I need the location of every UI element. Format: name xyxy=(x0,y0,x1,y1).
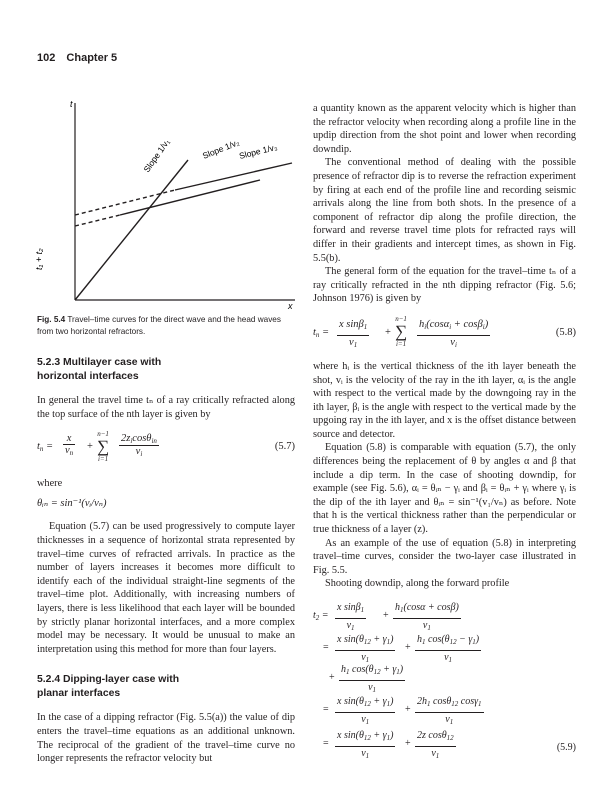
left-paragraph-3: In the case of a dipping refractor (Fig. 5.5(a)) the value of dip enters the travel–time equations as an additional unknown. The reciprocal of the gradient of the travel–time curve no longer represents the refractor velocity but xyxy=(37,712,295,765)
equation-5-7-number: (5.7) xyxy=(274,441,295,453)
equation-5-8: $t_n$ = $\frac{x \sin\beta_1}{v_1}$ + n−1 ∑ i=1 $\frac{h_i(\cos\alpha_i + \cos\beta_i)}{v_i}$ (5.8) xyxy=(313,314,576,349)
section-heading-524: 5.2.4 Dipping-layer case with planar interfaces xyxy=(37,674,180,700)
equation-5-9: $t_2$ = $\frac{x \sin\beta_1}{v_1}$ + $\frac{h_1(\cos\alpha + \cos\beta)}{v_1}$ = $\frac{x \sin(\theta_{12} + \gamma_1)}{v_1}$ + $\frac{h_1 \cos(\theta_{12} - \gamma_1)}{v_1}$ + $\frac{h_1 \cos(\theta_{12} + \gamma_1)}{v_1}$ = $\frac{x \sin(\theta_{12} + \gamma_1)}{v_1}$ + $\frac{2h_1 \cos\theta_{12} \cos\gamma_1}{v_1}$ = $\frac{x \sin(\theta_{12} + \gamma_1)}{v_1}$ + $\frac{2z \cos\theta_{12}}{v_1}$ (5.9) xyxy=(313,602,576,760)
where-wrap xyxy=(37,477,295,510)
left-paragraph-1: In general the travel time tₙ of a ray critically refracted along the top surface of the nth layer is given by xyxy=(37,395,295,420)
right-paragraph-5: Equation (5.8) is comparable with equation (5.7), the only differences being the replacement of θ by angles α and β that include a dip term. In the case of shooting downdip, for example (see Fig. 5.6), αᵢ = θᵢₙ − γᵢ and βᵢ = θᵢₙ + γᵢ where γᵢ is the dip of the ith layer and θᵢₙ = sin⁻¹(v₁/vₙ) as before. Note that h is the vertical thickness rather than the perpendicular or true thickness of a layer (z). xyxy=(313,442,576,536)
intercept-label: t₁ + t₂ xyxy=(34,248,44,270)
left-column xyxy=(37,356,295,766)
right-paragraph-2: The conventional method of dealing with the possible presence of refractor dip is to reverse the refraction experiment by firing at each end of the profile line and recording seismic arrivals along the line from both shots. In the presence of a component of refractor dip along the profile direction, the forward and reverse travel time plots for refracted rays will differ in their gradients and intercept times, as shown in Fig. 5.5(b). xyxy=(313,157,576,264)
head-wave-1-extension xyxy=(75,215,120,226)
right-paragraph-4: where hᵢ is the vertical thickness of the ith layer beneath the shot, vᵢ is the velocity of the ray in the ith layer, αᵢ is the angle with respect to the vertical made by the downgoing ray in the ith layer, βᵢ is the angle with respect to the vertical made by the upgoing ray in the ith layer, and x is the offset distance between source and detector. xyxy=(313,360,576,440)
right-paragraph-1: a quantity known as the apparent velocity which is higher than the refractor velocity when recording along a profile line in the updip direction from the shot point and lower when recording downdip. xyxy=(313,103,576,155)
left-paragraph-1-wrap xyxy=(37,394,295,421)
right-column xyxy=(313,102,576,773)
page-header xyxy=(37,52,125,64)
caption-text: Travel–time curves for the direct wave and the head waves from two horizontal refractors. xyxy=(37,315,281,336)
travel-time-figure xyxy=(30,95,300,315)
right-paragraph-6: As an example of the use of equation (5.8) in interpreting travel–time curves, consider the two-layer case illustrated in Fig. 5.5. xyxy=(313,537,576,576)
page-number: 102 xyxy=(37,52,56,64)
theta-definition: θᵢₙ = sin⁻¹(vᵢ/vₙ) xyxy=(37,497,107,509)
section-heading-523: 5.2.3 Multilayer case with horizontal interfaces xyxy=(37,357,162,382)
where-label: where xyxy=(37,478,63,490)
slope-1-label: Slope 1/v₁ xyxy=(141,137,172,175)
slope-3-label: Slope 1/v₃ xyxy=(238,141,279,161)
equation-5-7: $t_n$ = $\frac{x}{v_n}$ + n−1 ∑ i=1 $2z_i\cos\theta_{in}$ $v_i$ (5.7) xyxy=(37,430,295,464)
direct-wave-line xyxy=(75,160,188,300)
head-wave-1-line xyxy=(120,180,260,215)
chapter-label: Chapter 5 xyxy=(66,52,118,64)
x-axis-label: x xyxy=(288,301,293,311)
t-axis-label: t xyxy=(70,99,73,109)
equation-5-9-number: (5.9) xyxy=(556,742,576,753)
head-wave-2-extension xyxy=(75,190,175,215)
equation-5-8-number: (5.8) xyxy=(555,326,576,338)
caption-label: Fig. 5.4 xyxy=(37,315,66,324)
figure-caption xyxy=(37,314,287,337)
left-paragraph-3-wrap xyxy=(37,711,295,765)
slope-2-label: Slope 1/v₂ xyxy=(201,137,241,161)
left-paragraph-2: Equation (5.7) can be used progressively to compute layer thicknesses in a sequence of horizontal strata represented by travel–time curves of refracted arrivals. In practice as the number of layers increases it becomes more difficult to identify each of the individual straight-line segments of the travel–time plot. Additionally, with increasing numbers of layers, there is less likelihood that each layer will be bounded by strictly planar horizontal interfaces, and a more complex model may be necessary. It would be unusual to make an interpretation using this method for more than four layers. xyxy=(37,521,295,655)
right-paragraph-7: Shooting downdip, along the forward profile xyxy=(325,578,510,590)
right-paragraph-3: The general form of the equation for the travel–time tₙ of a ray critically refracted in the nth dipping refractor (Fig. 5.6; Johnson 1976) is given by xyxy=(313,266,576,305)
left-paragraph-2-wrap xyxy=(37,520,295,656)
